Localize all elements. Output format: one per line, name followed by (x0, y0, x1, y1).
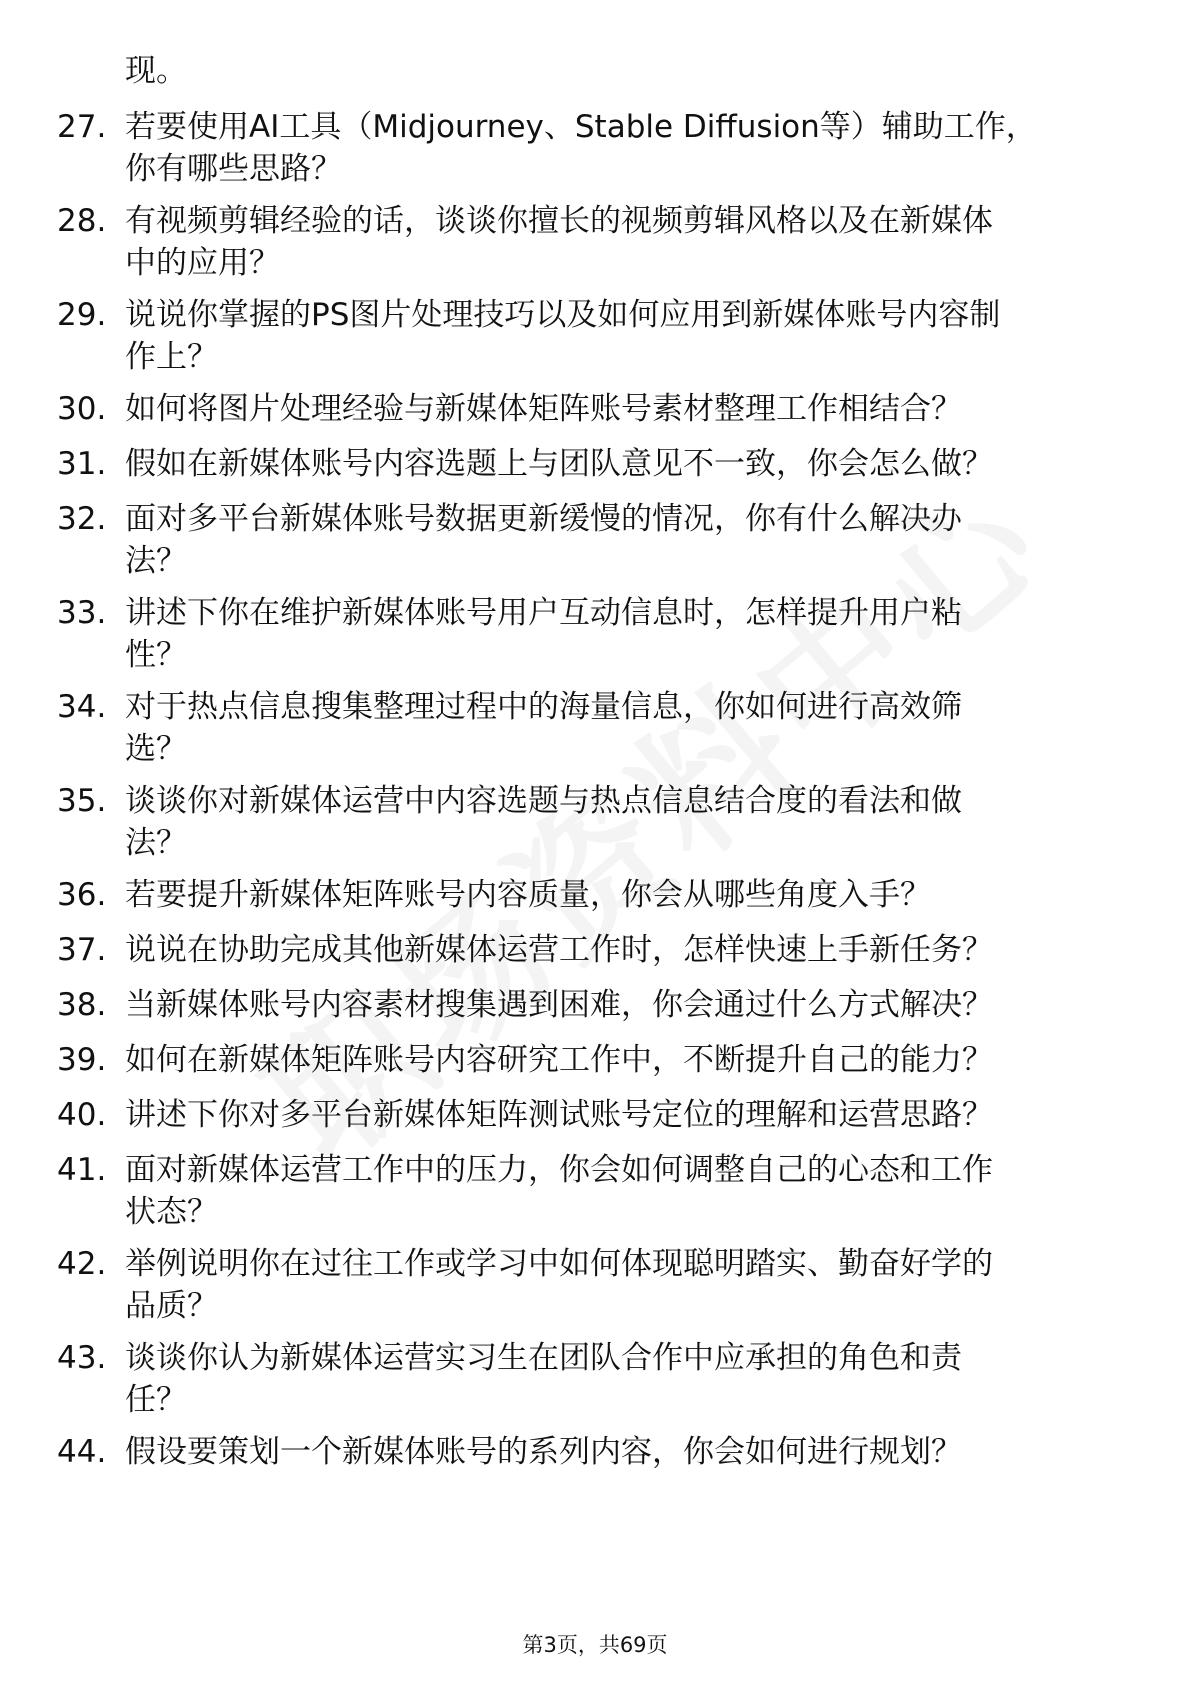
item-text (125, 388, 1125, 430)
item-number: 34. (57, 689, 107, 725)
item-text (125, 200, 1125, 284)
text-line: 举例说明你在过往工作或学习中如何体现聪明踏实、勤奋好学的 (125, 1246, 993, 1282)
item-number: 43. (57, 1340, 107, 1376)
text-line: 说说在协助完成其他新媒体运营工作时，怎样快速上手新任务？ (125, 932, 993, 968)
item-number: 30. (57, 391, 107, 427)
item-number: 37. (57, 932, 107, 968)
item-text (125, 984, 1125, 1026)
item-text (125, 443, 1125, 485)
item-number: 41. (57, 1152, 107, 1188)
text-line: 选？ (125, 731, 187, 767)
text-line: 有视频剪辑经验的话，谈谈你擅长的视频剪辑风格以及在新媒体 (125, 203, 993, 239)
text-line: 品质？ (125, 1288, 218, 1324)
text-line: 假如在新媒体账号内容选题上与团队意见不一致，你会怎么做？ (125, 446, 993, 482)
text-line: 如何将图片处理经验与新媒体矩阵账号素材整理工作相结合？ (125, 391, 962, 427)
text-line: 你有哪些思路？ (125, 151, 342, 187)
text-line: 当新媒体账号内容素材搜集遇到困难，你会通过什么方式解决？ (125, 987, 993, 1023)
item-text (125, 1337, 1125, 1421)
item-text (125, 294, 1125, 378)
text-line: 中的应用？ (125, 245, 280, 281)
item-text (125, 498, 1125, 582)
text-line: 讲述下你对多平台新媒体矩阵测试账号定位的理解和运营思路？ (125, 1097, 993, 1133)
item-number: 42. (57, 1246, 107, 1282)
text-line: 谈谈你认为新媒体运营实习生在团队合作中应承担的角色和责 (125, 1340, 962, 1376)
item-number: 40. (57, 1097, 107, 1133)
item-text (125, 592, 1125, 676)
text-line: 讲述下你在维护新媒体账号用户互动信息时，怎样提升用户粘 (125, 595, 962, 631)
text-line: 作上？ (125, 339, 218, 375)
item-number: 38. (57, 987, 107, 1023)
item-text (125, 1094, 1125, 1136)
text-line: 说说你掌握的PS图片处理技巧以及如何应用到新媒体账号内容制 (125, 297, 1001, 333)
text-line: 如何在新媒体矩阵账号内容研究工作中，不断提升自己的能力？ (125, 1042, 993, 1078)
text-line: 面对新媒体运营工作中的压力，你会如何调整自己的心态和工作 (125, 1152, 993, 1188)
item-number: 35. (57, 783, 107, 819)
text-line: 若要使用AI工具（Midjourney、Stable Diffusion等）辅助工作， (125, 109, 1037, 145)
item-number: 33. (57, 595, 107, 631)
item-text (125, 780, 1125, 864)
item-number: 36. (57, 877, 107, 913)
text-line: 若要提升新媒体矩阵账号内容质量，你会从哪些角度入手？ (125, 877, 931, 913)
item-text (125, 1149, 1125, 1233)
text-line: 面对多平台新媒体账号数据更新缓慢的情况，你有什么解决办 (125, 501, 962, 537)
continuation-text: 现。 (125, 53, 187, 89)
item-text (125, 106, 1125, 190)
text-line: 谈谈你对新媒体运营中内容选题与热点信息结合度的看法和做 (125, 783, 962, 819)
item-number: 29. (57, 297, 107, 333)
item-text (125, 1431, 1125, 1473)
item-number: 28. (57, 203, 107, 239)
item-text (125, 874, 1125, 916)
text-line: 法？ (125, 825, 187, 861)
item-number: 32. (57, 501, 107, 537)
text-line: 法？ (125, 543, 187, 579)
item-text (125, 686, 1125, 770)
item-number: 31. (57, 446, 107, 482)
text-line: 性？ (125, 637, 187, 673)
text-line: 对于热点信息搜集整理过程中的海量信息，你如何进行高效筛 (125, 689, 962, 725)
item-text (125, 929, 1125, 971)
item-number: 39. (57, 1042, 107, 1078)
item-text (125, 1243, 1125, 1327)
item-text (125, 1039, 1125, 1081)
text-line: 假设要策划一个新媒体账号的系列内容，你会如何进行规划？ (125, 1434, 962, 1470)
page-footer: 第3页，共69页 (522, 1633, 668, 1657)
text-line: 状态？ (125, 1194, 218, 1230)
text-line: 任？ (125, 1382, 187, 1418)
item-number: 44. (57, 1434, 107, 1470)
item-number: 27. (57, 109, 107, 145)
